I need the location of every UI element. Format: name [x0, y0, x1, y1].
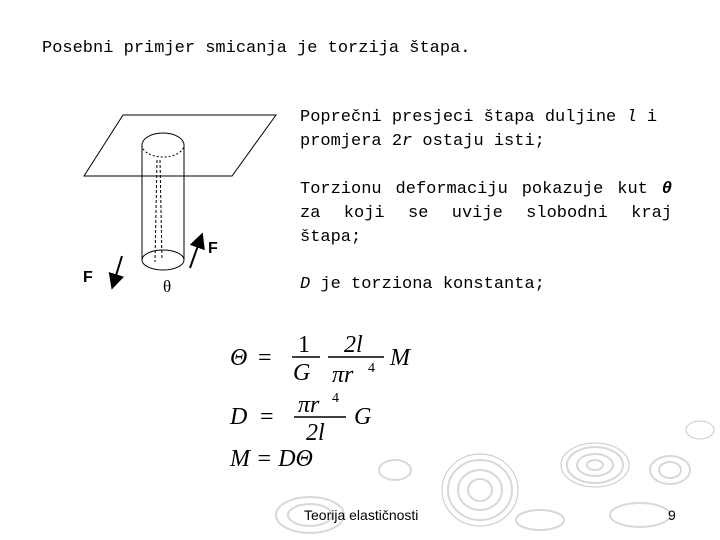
f2-num: πr [298, 392, 320, 418]
p2-text-end: za koji se uvije slobodni kraj štapa; [300, 204, 672, 247]
radius-variable: r [402, 132, 413, 151]
formula-moment: M = DΘ [230, 446, 313, 472]
p1-text-end: ostaju isti; [412, 132, 545, 151]
force-label-right: F [208, 240, 218, 257]
p2-text-start: Torzionu deformaciju pokazuje kut [300, 180, 662, 199]
footer-text: Teorija elastičnosti [304, 507, 419, 523]
f2-den: 2l [306, 420, 325, 446]
angle-label: θ [163, 277, 172, 296]
theta-symbol: θ [661, 180, 672, 199]
d-symbol: D [300, 275, 311, 294]
f1-equals: = [258, 345, 272, 371]
f2-exp: 4 [332, 392, 339, 406]
f1-lhs: Θ [230, 345, 248, 371]
f1-tail: M [390, 345, 410, 371]
f1-num2: 2l [344, 332, 363, 358]
length-variable: l [626, 108, 637, 127]
f2-tail: G [354, 404, 372, 430]
f1-exp: 4 [368, 361, 375, 376]
f1-num1: 1 [298, 332, 310, 358]
slide-title: Posebni primjer smicanja je torzija štapa. [42, 39, 471, 58]
page-number: 9 [668, 507, 676, 523]
cylinder-rod [142, 133, 184, 270]
f2-lhs: D [230, 404, 248, 430]
fixed-plane [84, 115, 276, 176]
formula-theta [228, 330, 428, 388]
force-arrows [114, 240, 200, 282]
f2-equals: = [260, 404, 274, 430]
p1-text-start: Poprečni presjeci štapa duljine [300, 108, 627, 127]
f1-den1: G [293, 360, 311, 386]
p3-text-end: je torziona konstanta; [310, 275, 545, 294]
f1-den2: πr [332, 362, 354, 388]
force-label-left: F [83, 269, 93, 286]
formula-d [228, 392, 408, 448]
p1-text-middle: i promjera 2 [300, 108, 658, 151]
